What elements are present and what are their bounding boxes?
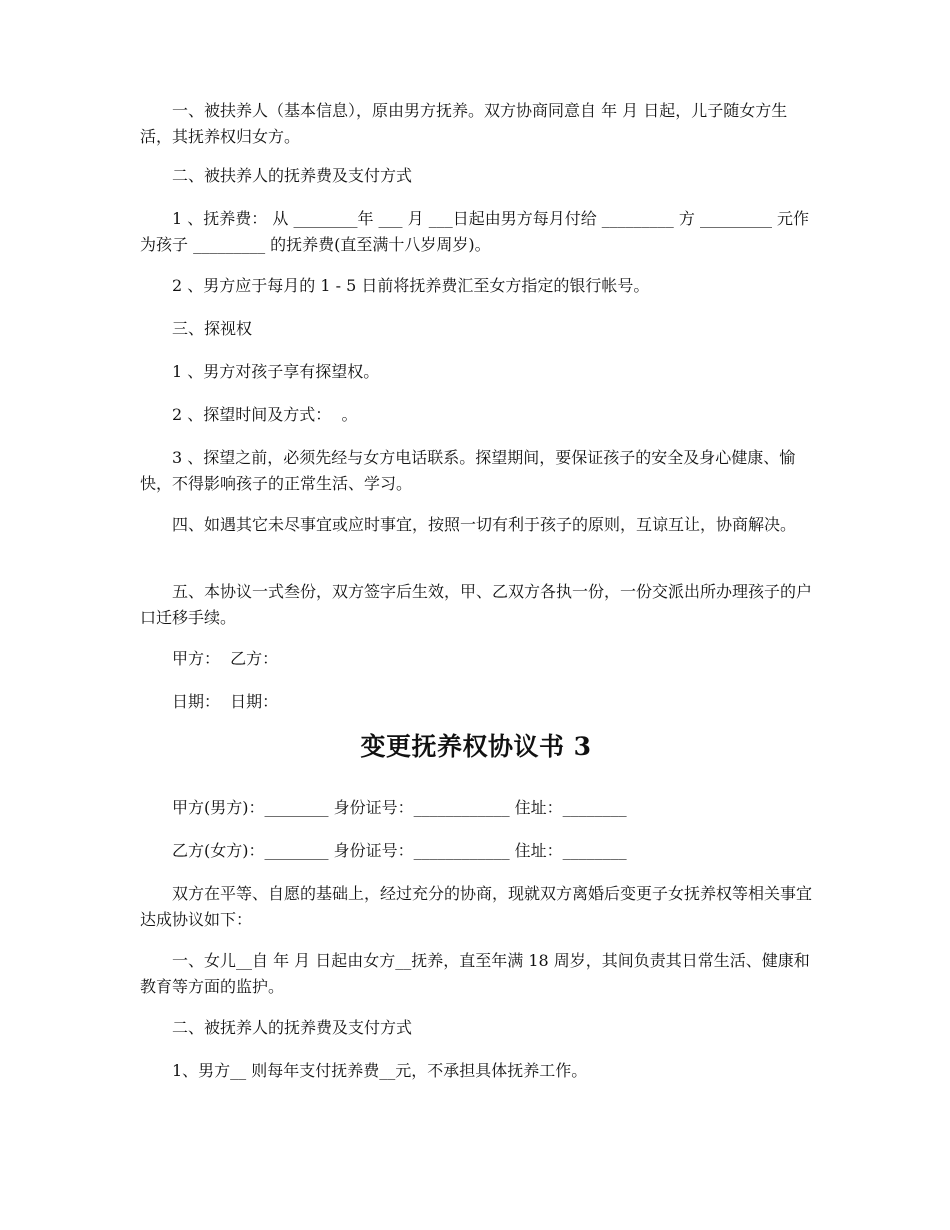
clause-1-custody: 一、被扶养人（基本信息），原由男方抚养。双方协商同意自 年 月 日起，儿子随女方生活，其抚养权归女方。 bbox=[140, 101, 788, 146]
article-1-custody: 一、女儿__自 年 月 日起由女方__抚养，直至年满 18 周岁，其间负责其日常生活、健康和教育等方面的监护。 bbox=[140, 951, 810, 996]
document-title: 变更抚养权协议书 3 bbox=[360, 732, 592, 761]
date-line: 日期： 日期： bbox=[172, 692, 279, 711]
clause-3-heading: 三、探视权 bbox=[172, 319, 253, 338]
party-a-info: 甲方(男方)：________ 身份证号：____________ 住址：________ bbox=[172, 798, 627, 817]
clause-2-2-payment: 2 、男方应于每月的 1 - 5 日前将抚养费汇至女方指定的银行帐号。 bbox=[172, 276, 650, 295]
clause-2-heading: 二、被扶养人的抚养费及支付方式 bbox=[172, 166, 413, 185]
clause-3-3-visitation-rules: 3 、探望之前，必须先经与女方电话联系。探望期间，要保证孩子的安全及身心健康、愉快，不得影响孩子的正常生活、学习。 bbox=[140, 448, 796, 493]
clause-5-copies: 五、本协议一式叁份，双方签字后生效，甲、乙双方各执一份，一份交派出所办理孩子的户口迁移手续。 bbox=[140, 582, 813, 627]
clause-4-other-matters: 四、如遇其它未尽事宜或应时事宜，按照一切有利于孩子的原则，互谅互让，协商解决。 bbox=[172, 515, 797, 534]
article-2-heading: 二、被抚养人的抚养费及支付方式 bbox=[172, 1018, 413, 1037]
clause-3-1-visitation-right: 1 、男方对孩子享有探望权。 bbox=[172, 362, 380, 381]
agreement-preamble: 双方在平等、自愿的基础上，经过充分的协商，现就双方离婚后变更子女抚养权等相关事宜达成协议如下： bbox=[140, 884, 813, 929]
party-b-info: 乙方(女方)：________ 身份证号：____________ 住址：________ bbox=[172, 841, 627, 860]
article-2-1-payment: 1、男方__ 则每年支付抚养费__元，不承担具体抚养工作。 bbox=[172, 1061, 588, 1080]
signature-line: 甲方： 乙方： bbox=[172, 649, 279, 668]
clause-3-2-visitation-time: 2 、探望时间及方式： 。 bbox=[172, 405, 358, 424]
clause-2-1-support-fee: 1 、抚养费： 从 ________年 ___ 月 ___日起由男方每月付给 _________ 方 _________ 元作为孩子 _________ 的抚养费(直至满十八岁周岁)。 bbox=[140, 209, 810, 254]
